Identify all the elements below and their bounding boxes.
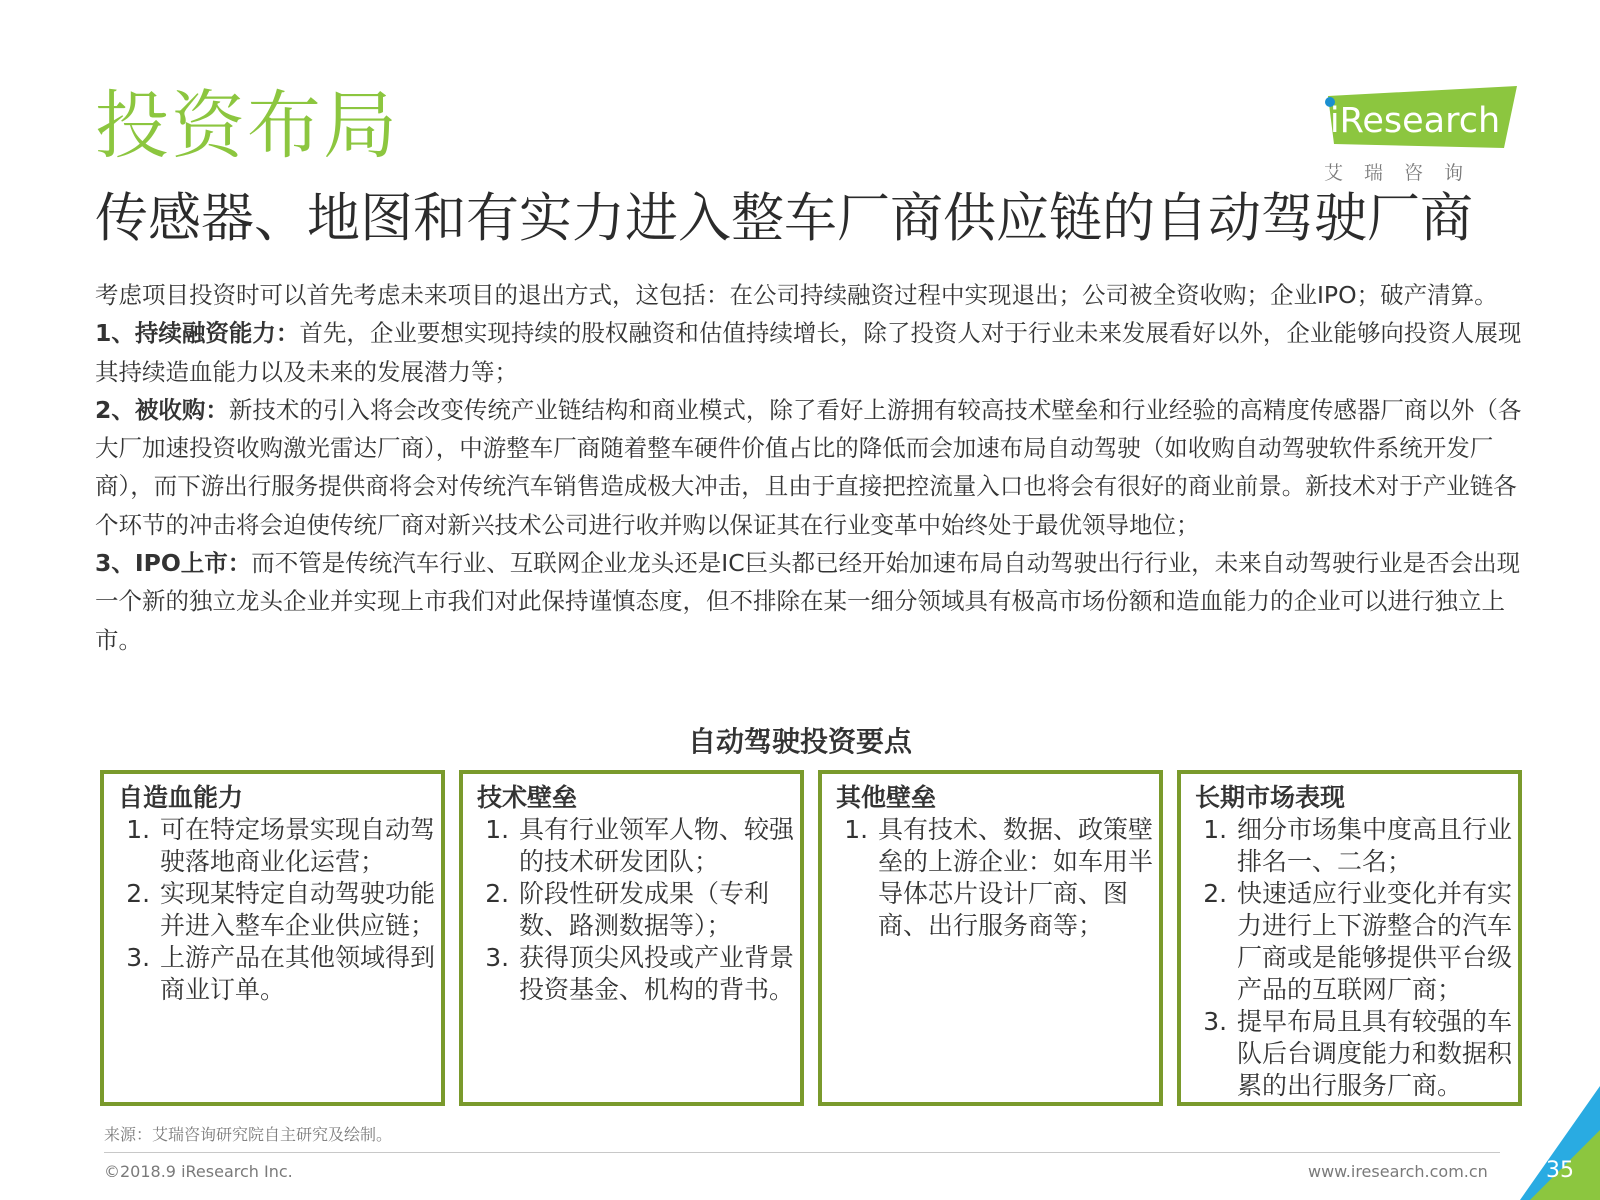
copyright: ©2018.9 iResearch Inc. [104, 1162, 293, 1181]
section-title: 投资布局 [95, 83, 399, 169]
card-list [1195, 814, 1518, 1102]
card-title: 技术壁垒 [477, 783, 578, 812]
slide-title: 传感器、地图和有实力进入整车厂商供应链的自动驾驶厂商 [95, 188, 1473, 249]
point-text: 而不管是传统汽车行业、互联网企业龙头还是IC巨头都已经开始加速布局自动驾驶出行行业，未来自动驾驶行业是否会出现一个新的独立龙头企业并实现上市我们对此保持谨慎态度，但不排除在某一细分领域具有极高市场份额和造血能力的企业可以进行独立上市。 [95, 549, 1521, 654]
list-item: 1. 具有行业领军人物、较强的技术研发团队； [517, 814, 800, 878]
page-number: 35 [1546, 1158, 1574, 1183]
point-label: 1、持续融资能力： [95, 319, 300, 348]
point-paragraph [95, 544, 1525, 659]
list-item: 1. 具有技术、数据、政策壁垒的上游企业：如车用半导体芯片设计厂商、图商、出行服务商等； [876, 814, 1159, 942]
keypoint-card-market-performance [1177, 770, 1522, 1106]
body-text [95, 276, 1525, 659]
card-list [836, 814, 1159, 942]
intro-paragraph: 考虑项目投资时可以首先考虑未来项目的退出方式，这包括：在公司持续融资过程中实现退出；公司被全资收购；企业IPO；破产清算。 [95, 281, 1498, 309]
list-item: 1. 细分市场集中度高且行业排名一、二名； [1235, 814, 1518, 878]
card-title: 自造血能力 [118, 783, 244, 812]
iresearch-logo [1320, 86, 1520, 196]
list-item: 3. 提早布局且具有较强的车队后台调度能力和数据积累的出行服务厂商。 [1235, 1006, 1518, 1102]
card-title: 长期市场表现 [1195, 783, 1346, 812]
list-item: 3. 上游产品在其他领域得到商业订单。 [158, 942, 441, 1006]
point-paragraph [95, 391, 1525, 544]
point-text: 新技术的引入将会改变传统产业链结构和商业模式，除了看好上游拥有较高技术壁垒和行业经验的高精度传感器厂商以外（各大厂加速投资收购激光雷达厂商），中游整车厂商随着整车硬件价值占比的降低而会加速布局自动驾驶（如收购自动驾驶软件系统开发厂商），而下游出行服务提供商将会对传统汽车销售造成极大冲击，且由于直接把控流量入口也将会有很好的商业前景。新技术对于产业链各个环节的冲击将会迫使传统厂商对新兴技术公司进行收并购以保证其在行业变革中始终处于最优领导地位； [95, 395, 1522, 539]
point-label: 3、IPO上市： [95, 549, 252, 578]
card-list [477, 814, 800, 1006]
card-list [118, 814, 441, 1006]
footer-divider [104, 1152, 1500, 1153]
point-label: 2、被收购： [95, 395, 229, 424]
list-item: 2. 阶段性研发成果（专利数、路测数据等）； [517, 878, 800, 942]
list-item: 2. 快速适应行业变化并有实力进行上下游整合的汽车厂商或是能够提供平台级产品的互联网厂商； [1235, 878, 1518, 1006]
list-item: 3. 获得顶尖风投或产业背景投资基金、机构的背书。 [517, 942, 800, 1006]
logo-text: iResearch [1329, 101, 1501, 141]
card-title: 其他壁垒 [836, 783, 937, 812]
website-link: www.iresearch.com.cn [1308, 1162, 1488, 1181]
logo-subtitle: 艾瑞咨询 [1324, 162, 1485, 184]
keypoint-card-other-barrier [818, 770, 1163, 1106]
keypoint-card-tech-barrier [459, 770, 804, 1106]
point-paragraph [95, 314, 1525, 391]
corner-decoration-icon [1490, 1086, 1600, 1200]
keypoint-card-self-funding [100, 770, 445, 1106]
list-item: 2. 实现某特定自动驾驶功能并进入整车企业供应链； [158, 878, 441, 942]
list-item: 1. 可在特定场景实现自动驾驶落地商业化运营； [158, 814, 441, 878]
keypoints-title: 自动驾驶投资要点 [687, 725, 912, 758]
point-text: 首先，企业要想实现持续的股权融资和估值持续增长，除了投资人对于行业未来发展看好以外，企业能够向投资人展现其持续造血能力以及未来的发展潜力等； [95, 319, 1522, 386]
source-note: 来源：艾瑞咨询研究院自主研究及绘制。 [104, 1125, 393, 1144]
